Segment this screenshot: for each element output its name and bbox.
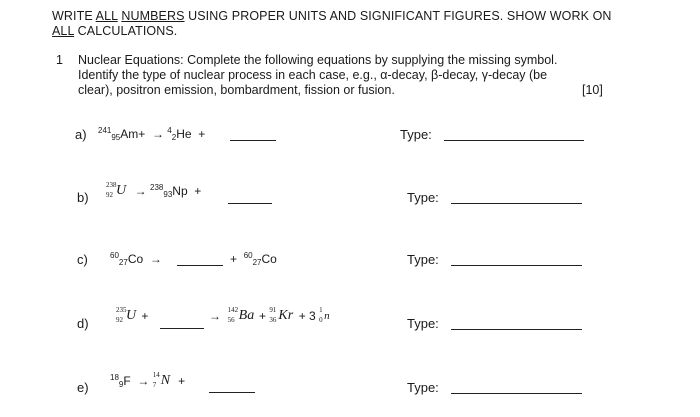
nitrogen-14-nuclide: 14 7 N (152, 371, 171, 389)
reaction-arrow: → (137, 374, 150, 389)
part-a-type-blank[interactable] (444, 140, 584, 141)
part-c-equation-right: + $^{60}_{27}$Co (230, 251, 277, 267)
part-b-answer-blank[interactable] (228, 203, 272, 204)
part-d-equation-left: 235 92 U + (116, 306, 149, 324)
part-c-type-label: Type: (407, 252, 439, 267)
question-line-2: Identify the type of nuclear process in each case, e.g., α-decay, β-decay, γ-decay (be (78, 68, 548, 82)
part-a-type-label: Type: (400, 127, 432, 142)
part-e-type-label: Type: (407, 380, 439, 395)
part-e-equation: $^{18}_9$F → 14 7 N + (110, 371, 186, 390)
part-e-type-blank[interactable] (451, 393, 582, 394)
krypton-91-nuclide: 91 36 Kr (269, 306, 294, 324)
question-points: [10] (582, 83, 603, 97)
part-b-equation: 238 92 U → $^{238}_{93}$Np + (106, 181, 202, 200)
all-emphasis: ALL (95, 9, 118, 23)
part-a-equation: $^{241}_{95}$Am+ → $^4_2$He + (98, 126, 206, 142)
part-e-answer-blank[interactable] (209, 392, 255, 393)
part-d-label: d) (77, 316, 89, 331)
question-number: 1 (56, 53, 63, 67)
part-a-answer-blank[interactable] (230, 140, 276, 141)
part-b-type-blank[interactable] (451, 203, 582, 204)
instructions-line-2: ALL CALCULATIONS. (52, 24, 178, 38)
part-c-label: c) (77, 252, 88, 267)
barium-142-nuclide: 142 56 Ba (227, 306, 255, 324)
part-a-label: a) (75, 127, 87, 142)
part-e-label: e) (77, 380, 89, 395)
part-d-equation-right: → 142 56 Ba + 91 36 Kr + 3 1 0 n (209, 308, 333, 326)
reaction-arrow: → (134, 184, 147, 199)
part-b-type-label: Type: (407, 190, 439, 205)
part-c-equation-left: $^{60}_{27}$Co → (110, 251, 162, 267)
part-d-type-label: Type: (407, 316, 439, 331)
question-line-3: clear), positron emission, bombardment, fission or fusion. (78, 83, 395, 97)
part-c-type-blank[interactable] (451, 265, 582, 266)
numbers-emphasis: NUMBERS (121, 9, 185, 23)
all-emphasis-2: ALL (52, 24, 75, 38)
question-line-1: Nuclear Equations: Complete the following equations by supplying the missing symbol. (78, 53, 558, 67)
uranium-238-nuclide: 238 92 U (106, 181, 127, 199)
reaction-arrow: → (149, 252, 162, 266)
part-c-answer-blank[interactable] (177, 265, 223, 266)
instructions-line-1: WRITE ALL NUMBERS USING PROPER UNITS AND SIGNIFICANT FIGURES. SHOW WORK ON (52, 9, 612, 23)
part-d-answer-blank[interactable] (160, 328, 204, 329)
uranium-235-nuclide: 235 92 U (116, 306, 137, 324)
reaction-arrow: → (209, 309, 221, 324)
part-b-label: b) (77, 190, 89, 205)
neutron-nuclide: 1 0 n (319, 306, 330, 324)
reaction-arrow: → (151, 127, 164, 141)
part-d-type-blank[interactable] (451, 329, 582, 330)
